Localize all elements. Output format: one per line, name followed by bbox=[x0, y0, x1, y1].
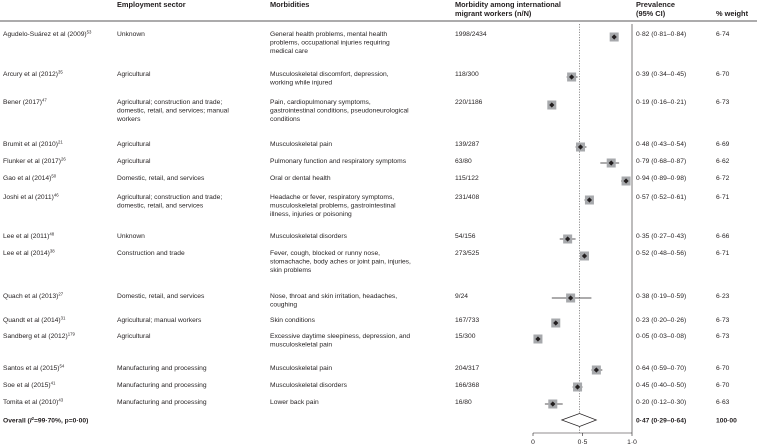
morbidity-count: 139/287 bbox=[455, 141, 480, 148]
employment-sector: Agricultural bbox=[117, 333, 151, 340]
employment-sector: Unknown bbox=[117, 31, 145, 38]
prevalence-ci: 0·20 (0·12–0·30) bbox=[636, 399, 687, 406]
morbidities: musculoskeletal problems, gastrointestinal bbox=[270, 202, 396, 210]
study-reference: 35 bbox=[58, 69, 63, 75]
morbidities: working while injured bbox=[270, 79, 333, 87]
morbidities: General health problems, mental health bbox=[270, 31, 388, 38]
morbidities: Musculoskeletal pain bbox=[270, 141, 333, 148]
study-name: Flunker et al $(2017)^{26}$ bbox=[3, 156, 66, 165]
study-row bbox=[3, 249, 730, 275]
morbidity-count: 167/733 bbox=[455, 317, 480, 324]
study-name: Tomita et al $(2010)^{43}$ bbox=[3, 397, 64, 406]
employment-sector: domestic, retail, and services bbox=[117, 202, 204, 210]
study-row bbox=[3, 398, 730, 409]
weight-percent: 6·71 bbox=[716, 250, 730, 257]
study-row bbox=[3, 292, 730, 309]
employment-sector: Agricultural; construction and trade; bbox=[117, 99, 223, 106]
employment-sector: Agricultural bbox=[117, 141, 151, 148]
morbidities: conditions bbox=[270, 116, 301, 124]
x-axis bbox=[531, 433, 637, 446]
prevalence-ci: 0·82 (0·81–0·84) bbox=[636, 31, 687, 38]
study-name: Arcury et al $(2012)^{35}$ bbox=[3, 69, 63, 78]
employment-sector: Agricultural; construction and trade; bbox=[117, 194, 223, 201]
morbidities: Excessive daytime sleepiness, depression, and bbox=[270, 333, 411, 340]
employment-sector: Manufacturing and processing bbox=[117, 382, 207, 389]
study-row bbox=[3, 157, 730, 168]
employment-sector: Domestic, retail, and services bbox=[117, 293, 205, 300]
weight-percent: 6·69 bbox=[716, 141, 730, 148]
morbidity-count: 15/300 bbox=[455, 333, 476, 340]
morbidities: Fever, cough, blocked or runny nose, bbox=[270, 250, 381, 257]
employment-sector: Agricultural bbox=[117, 71, 151, 78]
morbidity-count: 273/525 bbox=[455, 250, 480, 257]
morbidities: gastrointestinal conditions, pseudoneurological bbox=[270, 107, 409, 115]
employment-sector: workers bbox=[117, 116, 141, 124]
study-reference: 26 bbox=[61, 156, 66, 162]
study-row bbox=[3, 98, 730, 124]
overall-prevalence-ci: 0·47 (0·29–0·64) bbox=[636, 417, 687, 425]
study-row bbox=[3, 30, 730, 56]
overall-row bbox=[3, 414, 737, 427]
study-row bbox=[3, 316, 730, 328]
overall-label-prefix: Overall ( bbox=[3, 417, 30, 425]
morbidities: Oral or dental health bbox=[270, 175, 331, 182]
employment-sector: Domestic, retail, and services bbox=[117, 175, 205, 182]
study-reference: 48 bbox=[49, 231, 55, 237]
study-name: Soe et al $(2015)^{41}$ bbox=[3, 380, 56, 389]
study-name: Gao et al $(2014)^{50}$ bbox=[3, 173, 57, 182]
weight-percent: 6·71 bbox=[716, 194, 730, 201]
prevalence-ci: 0·48 (0·43–0·54) bbox=[636, 141, 687, 148]
study-reference: 53 bbox=[86, 29, 92, 35]
weight-percent: 6·23 bbox=[716, 293, 730, 300]
header-morbidity-count-line1: Morbidity among international bbox=[455, 0, 561, 9]
morbidities: problems, occupational injuries requiring bbox=[270, 39, 390, 47]
study-row bbox=[3, 174, 730, 186]
morbidities: Skin conditions bbox=[270, 317, 315, 324]
weight-percent: 6·73 bbox=[716, 317, 730, 324]
employment-sector: domestic, retail, and services; manual bbox=[117, 107, 229, 115]
morbidities: Musculoskeletal disorders bbox=[270, 233, 347, 240]
morbidity-count: 1998/2434 bbox=[455, 31, 487, 38]
study-name: Lee et al $(2011)^{48}$ bbox=[3, 231, 55, 240]
study-row bbox=[3, 364, 730, 375]
study-name: Quach et al $(2013)^{27}$ bbox=[3, 291, 64, 300]
prevalence-ci: 0·35 (0·27–0·43) bbox=[636, 233, 687, 240]
morbidity-count: 166/368 bbox=[455, 382, 480, 389]
x-tick-label: 0 bbox=[531, 439, 535, 446]
morbidities: Musculoskeletal discomfort, depression, bbox=[270, 71, 389, 78]
weight-percent: 6·73 bbox=[716, 99, 730, 106]
morbidity-count: 63/80 bbox=[455, 158, 472, 165]
employment-sector: Agricultural bbox=[117, 158, 151, 165]
header-prevalence-line1: Prevalence bbox=[636, 0, 676, 9]
morbidities: stomachache, body aches or joint pain, injuries, bbox=[270, 258, 411, 266]
morbidities: Lower back pain bbox=[270, 399, 319, 406]
weight-percent: 6·73 bbox=[716, 333, 730, 340]
morbidity-count: 220/1186 bbox=[455, 99, 483, 106]
study-row bbox=[3, 332, 730, 349]
study-row bbox=[3, 70, 730, 87]
overall-label bbox=[3, 416, 88, 424]
employment-sector: Agricultural; manual workers bbox=[117, 317, 202, 324]
weight-percent: 6·66 bbox=[716, 233, 730, 240]
morbidities: Nose, throat and skin irritation, headaches, bbox=[270, 293, 398, 300]
prevalence-ci: 0·05 (0·03–0·08) bbox=[636, 333, 687, 340]
header-weight: % weight bbox=[716, 9, 749, 18]
morbidities: medical care bbox=[270, 48, 308, 56]
prevalence-ci: 0·79 (0·68–0·87) bbox=[636, 158, 687, 165]
header-employment-sector: Employment sector bbox=[117, 0, 186, 9]
prevalence-ci: 0·94 (0·89–0·98) bbox=[636, 175, 687, 182]
header-morbidities: Morbidities bbox=[270, 0, 310, 9]
study-row bbox=[3, 232, 730, 244]
weight-percent: 6·63 bbox=[716, 399, 730, 406]
study-name: Sandberg et al $(2012)^{179}$ bbox=[3, 331, 75, 340]
x-tick-label: 0·5 bbox=[577, 439, 588, 446]
study-name: Agudelo-Suárez et al $(2009)^{53}$ bbox=[3, 29, 92, 38]
prevalence-ci: 0·19 (0·16–0·21) bbox=[636, 99, 687, 106]
overall-heterogeneity: =99·70%, p=0·00) bbox=[34, 417, 89, 425]
pooled-diamond bbox=[562, 414, 597, 427]
prevalence-ci: 0·64 (0·59–0·70) bbox=[636, 365, 687, 372]
prevalence-ci: 0·23 (0·20–0·26) bbox=[636, 317, 687, 324]
weight-percent: 6·70 bbox=[716, 365, 730, 372]
prevalence-ci: 0·57 (0·52–0·61) bbox=[636, 194, 687, 201]
morbidities: Pain, cardiopulmonary symptoms, bbox=[270, 99, 371, 106]
morbidities: Headache or fever, respiratory symptoms, bbox=[270, 194, 395, 201]
x-tick-label: 1·0 bbox=[627, 439, 637, 446]
weight-percent: 6·72 bbox=[716, 175, 730, 182]
employment-sector: Manufacturing and processing bbox=[117, 399, 207, 406]
study-row bbox=[3, 193, 730, 219]
overall-weight: 100·00 bbox=[716, 417, 737, 425]
weight-percent: 6·70 bbox=[716, 382, 730, 389]
study-row bbox=[3, 140, 730, 152]
morbidities: Musculoskeletal disorders bbox=[270, 382, 347, 389]
study-row bbox=[3, 381, 730, 392]
study-reference: 41 bbox=[50, 380, 56, 386]
study-name: Bener $(2017)^{47}$ bbox=[3, 97, 47, 106]
table-header bbox=[117, 0, 749, 18]
study-reference: 179 bbox=[67, 331, 75, 337]
morbidity-count: 54/156 bbox=[455, 233, 476, 240]
morbidities: Pulmonary function and respiratory symptoms bbox=[270, 158, 407, 165]
employment-sector: Construction and trade bbox=[117, 250, 185, 257]
morbidities: coughing bbox=[270, 301, 298, 309]
morbidities: illness, injuries or poisoning bbox=[270, 211, 352, 219]
prevalence-ci: 0·52 (0·48–0·56) bbox=[636, 250, 687, 257]
morbidity-count: 115/122 bbox=[455, 175, 479, 182]
header-morbidity-count-line2: migrant workers (n/N) bbox=[455, 9, 532, 18]
study-reference: 31 bbox=[60, 315, 66, 321]
study-reference: 46 bbox=[53, 192, 59, 198]
prevalence-ci: 0·39 (0·34–0·45) bbox=[636, 71, 687, 78]
morbidities: Musculoskeletal pain bbox=[270, 365, 333, 372]
prevalence-ci: 0·45 (0·40–0·50) bbox=[636, 382, 687, 389]
employment-sector: Manufacturing and processing bbox=[117, 365, 207, 372]
morbidity-count: 204/317 bbox=[455, 365, 480, 372]
prevalence-ci: 0·38 (0·19–0·59) bbox=[636, 293, 687, 300]
employment-sector: Unknown bbox=[117, 233, 145, 240]
morbidity-count: 231/408 bbox=[455, 194, 480, 201]
overall-i2-sup: 2 bbox=[31, 416, 35, 422]
study-reference: 21 bbox=[58, 139, 63, 145]
study-reference: 27 bbox=[58, 291, 64, 297]
weight-percent: 6·70 bbox=[716, 71, 730, 78]
morbidity-count: 118/300 bbox=[455, 71, 479, 78]
study-reference: 50 bbox=[51, 173, 57, 179]
study-name: Santos et al $(2015)^{54}$ bbox=[3, 363, 65, 372]
morbidity-count: 16/80 bbox=[455, 399, 472, 406]
weight-percent: 6·74 bbox=[716, 31, 730, 38]
study-reference: 54 bbox=[59, 363, 65, 369]
morbidities: skin problems bbox=[270, 267, 312, 275]
study-name: Lee et al $(2014)^{38}$ bbox=[3, 248, 55, 257]
study-name: Joshi et al $(2011)^{46}$ bbox=[3, 192, 59, 201]
header-prevalence-line2: (95% CI) bbox=[636, 9, 666, 18]
study-reference: 43 bbox=[58, 397, 64, 403]
study-name: Brumit et al $(2010)^{21}$ bbox=[3, 139, 63, 148]
study-name: Quandt et al $(2014)^{31}$ bbox=[3, 315, 66, 324]
overall-i2: I bbox=[29, 417, 32, 425]
morbidity-count: 9/24 bbox=[455, 293, 469, 300]
morbidities: musculoskeletal pain bbox=[270, 341, 333, 349]
study-reference: 38 bbox=[49, 248, 55, 254]
weight-percent: 6·62 bbox=[716, 158, 730, 165]
study-reference: 47 bbox=[42, 97, 47, 103]
